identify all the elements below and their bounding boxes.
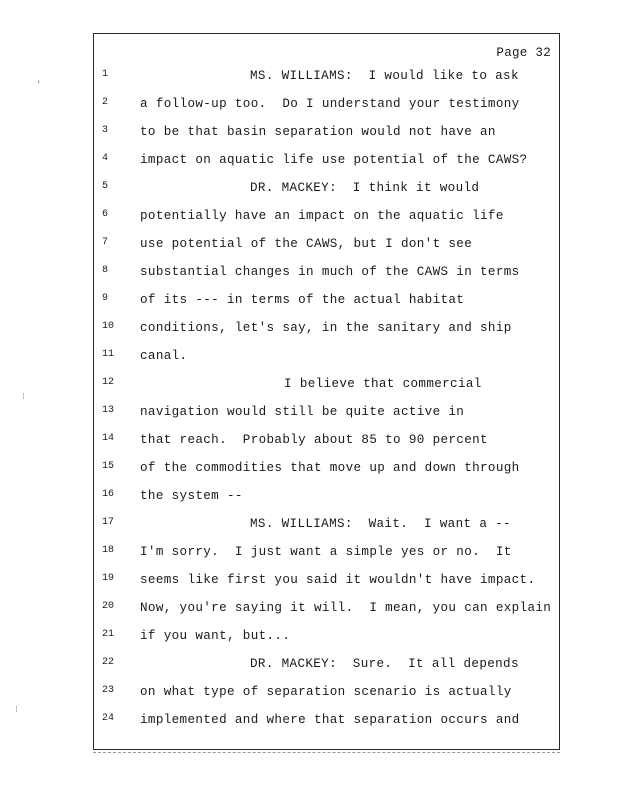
transcript-line	[94, 629, 559, 649]
line-number: 2	[102, 97, 109, 108]
transcript-line	[94, 573, 559, 593]
line-text: seems like first you said it wouldn't have impact.	[140, 573, 536, 587]
transcript-line	[94, 405, 559, 425]
transcript-line	[94, 377, 559, 397]
line-text: canal.	[140, 349, 188, 363]
line-number: 21	[102, 629, 115, 640]
line-text: that reach. Probably about 85 to 90 percent	[140, 433, 488, 447]
scan-mark: ⁝	[22, 392, 25, 402]
line-number: 16	[102, 489, 115, 500]
scan-mark: ⁝	[15, 705, 18, 715]
scan-edge-rule	[93, 752, 560, 753]
transcript-line	[94, 545, 559, 565]
line-text: MS. WILLIAMS: I would like to ask	[250, 69, 519, 83]
scan-mark: '	[36, 80, 42, 90]
transcript-line	[94, 657, 559, 677]
line-number: 12	[102, 377, 115, 388]
line-text: use potential of the CAWS, but I don't see	[140, 237, 473, 251]
line-number: 17	[102, 517, 115, 528]
transcript-line	[94, 293, 559, 313]
transcript-line	[94, 433, 559, 453]
line-text: implemented and where that separation occurs and	[140, 713, 520, 727]
page-number: Page 32	[496, 46, 551, 60]
transcript-line	[94, 713, 559, 733]
line-text: Now, you're saying it will. I mean, you can explain	[140, 601, 552, 615]
line-number: 10	[102, 321, 115, 332]
transcript-line	[94, 125, 559, 145]
line-number: 11	[102, 349, 115, 360]
transcript-line	[94, 69, 559, 89]
line-number: 23	[102, 685, 115, 696]
transcript-line	[94, 517, 559, 537]
transcript-line	[94, 685, 559, 705]
line-number: 1	[102, 69, 109, 80]
transcript-line	[94, 265, 559, 285]
line-number: 3	[102, 125, 109, 136]
line-text: of the commodities that move up and down through	[140, 461, 520, 475]
line-number: 22	[102, 657, 115, 668]
line-number: 8	[102, 265, 109, 276]
line-text: if you want, but...	[140, 629, 291, 643]
transcript-page	[93, 33, 560, 750]
line-number: 4	[102, 153, 109, 164]
transcript-line	[94, 489, 559, 509]
line-number: 13	[102, 405, 115, 416]
transcript-line	[94, 181, 559, 201]
transcript-line	[94, 237, 559, 257]
line-number: 9	[102, 293, 109, 304]
line-text: navigation would still be quite active in	[140, 405, 465, 419]
line-text: substantial changes in much of the CAWS in terms	[140, 265, 520, 279]
line-text: DR. MACKEY: Sure. It all depends	[250, 657, 519, 671]
line-number: 6	[102, 209, 109, 220]
line-text: impact on aquatic life use potential of the CAWS?	[140, 153, 528, 167]
transcript-line	[94, 97, 559, 117]
line-number: 15	[102, 461, 115, 472]
line-text: potentially have an impact on the aquatic life	[140, 209, 504, 223]
line-number: 5	[102, 181, 109, 192]
line-text: to be that basin separation would not have an	[140, 125, 496, 139]
line-text: a follow-up too. Do I understand your testimony	[140, 97, 520, 111]
line-number: 19	[102, 573, 115, 584]
line-text: conditions, let's say, in the sanitary and ship	[140, 321, 512, 335]
transcript-line	[94, 349, 559, 369]
line-text: on what type of separation scenario is actually	[140, 685, 512, 699]
line-number: 7	[102, 237, 109, 248]
transcript-line	[94, 209, 559, 229]
line-number: 20	[102, 601, 115, 612]
transcript-line	[94, 321, 559, 341]
line-text: the system --	[140, 489, 243, 503]
line-text: DR. MACKEY: I think it would	[250, 181, 480, 195]
transcript-line	[94, 461, 559, 481]
line-number: 14	[102, 433, 115, 444]
line-text: of its --- in terms of the actual habitat	[140, 293, 465, 307]
transcript-line	[94, 601, 559, 621]
transcript-line	[94, 153, 559, 173]
line-number: 24	[102, 713, 115, 724]
line-text: I believe that commercial	[284, 377, 482, 391]
line-text: I'm sorry. I just want a simple yes or no. It	[140, 545, 512, 559]
line-text: MS. WILLIAMS: Wait. I want a --	[250, 517, 511, 531]
line-number: 18	[102, 545, 115, 556]
